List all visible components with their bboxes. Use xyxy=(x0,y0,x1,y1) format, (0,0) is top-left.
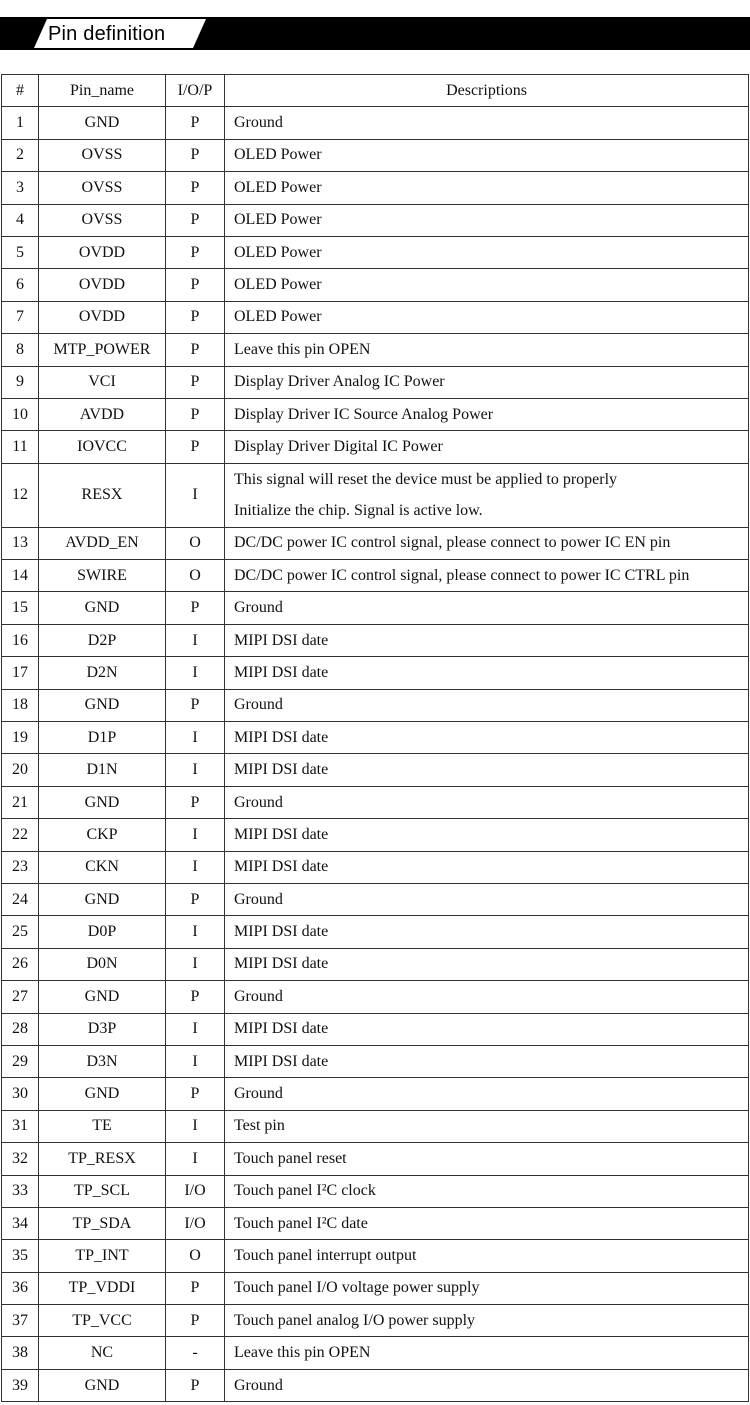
table-row xyxy=(2,366,749,398)
pin-number-cell: 20 xyxy=(2,754,39,786)
pin-description-cell: OLED Power xyxy=(225,204,749,236)
pin-description-cell: Ground xyxy=(225,689,749,721)
pin-description-cell: OLED Power xyxy=(225,236,749,268)
pin-name-cell: GND xyxy=(39,689,166,721)
pin-name-cell: D2N xyxy=(39,657,166,689)
pin-number-cell: 23 xyxy=(2,851,39,883)
pin-io-cell: P xyxy=(166,236,225,268)
pin-number-cell: 2 xyxy=(2,139,39,171)
table-row xyxy=(2,851,749,883)
pin-description-cell: Touch panel analog I/O power supply xyxy=(225,1305,749,1337)
table-row xyxy=(2,819,749,851)
table-row xyxy=(2,754,749,786)
pin-name-cell: NC xyxy=(39,1337,166,1369)
pin-description-cell: MIPI DSI date xyxy=(225,916,749,948)
pin-number-cell: 14 xyxy=(2,560,39,592)
pin-description-cell: Ground xyxy=(225,1369,749,1401)
pin-description-cell: MIPI DSI date xyxy=(225,722,749,754)
pin-name-cell: AVDD xyxy=(39,398,166,430)
pin-description-cell: Display Driver Digital IC Power xyxy=(225,431,749,463)
pin-io-cell: P xyxy=(166,1272,225,1304)
pin-description-cell: OLED Power xyxy=(225,139,749,171)
pin-name-cell: D2P xyxy=(39,624,166,656)
pin-description-cell: Display Driver Analog IC Power xyxy=(225,366,749,398)
pin-description-cell: Touch panel reset xyxy=(225,1143,749,1175)
pin-io-cell: I xyxy=(166,916,225,948)
table-row xyxy=(2,722,749,754)
pin-description-cell: Ground xyxy=(225,786,749,818)
table-row xyxy=(2,1078,749,1110)
pin-number-cell: 6 xyxy=(2,269,39,301)
pin-name-cell: TE xyxy=(39,1110,166,1142)
pin-description-cell: MIPI DSI date xyxy=(225,851,749,883)
table-row xyxy=(2,204,749,236)
pin-number-cell: 7 xyxy=(2,301,39,333)
table-row xyxy=(2,592,749,624)
pin-number-cell: 26 xyxy=(2,948,39,980)
pin-name-cell: OVDD xyxy=(39,236,166,268)
pin-io-cell: P xyxy=(166,204,225,236)
pin-name-cell: GND xyxy=(39,786,166,818)
pin-name-cell: OVSS xyxy=(39,139,166,171)
pin-io-cell: I xyxy=(166,754,225,786)
pin-number-cell: 29 xyxy=(2,1045,39,1077)
pin-io-cell: I xyxy=(166,819,225,851)
pin-number-cell: 3 xyxy=(2,172,39,204)
pin-description-cell: Ground xyxy=(225,107,749,139)
table-row xyxy=(2,883,749,915)
table-row xyxy=(2,172,749,204)
pin-number-cell: 21 xyxy=(2,786,39,818)
column-header-description: Descriptions xyxy=(225,75,749,107)
pin-number-cell: 18 xyxy=(2,689,39,721)
pin-description-cell: MIPI DSI date xyxy=(225,754,749,786)
pin-io-cell: P xyxy=(166,366,225,398)
pin-io-cell: I/O xyxy=(166,1207,225,1239)
pin-name-cell: CKP xyxy=(39,819,166,851)
pin-definition-table xyxy=(1,74,749,1402)
pin-description-cell: MIPI DSI date xyxy=(225,624,749,656)
pin-number-cell: 30 xyxy=(2,1078,39,1110)
table-row xyxy=(2,560,749,592)
pin-name-cell: D0N xyxy=(39,948,166,980)
table-row xyxy=(2,1272,749,1304)
pin-io-cell: P xyxy=(166,689,225,721)
pin-description-cell: Ground xyxy=(225,981,749,1013)
table-row xyxy=(2,786,749,818)
table-header-row xyxy=(2,75,749,107)
pin-number-cell: 34 xyxy=(2,1207,39,1239)
pin-name-cell: VCI xyxy=(39,366,166,398)
pin-io-cell: O xyxy=(166,1240,225,1272)
pin-name-cell: GND xyxy=(39,981,166,1013)
pin-name-cell: AVDD_EN xyxy=(39,527,166,559)
table-row xyxy=(2,1369,749,1401)
column-header-number: # xyxy=(2,75,39,107)
table-row xyxy=(2,1045,749,1077)
pin-description-cell: MIPI DSI date xyxy=(225,657,749,689)
pin-number-cell: 4 xyxy=(2,204,39,236)
pin-number-cell: 38 xyxy=(2,1337,39,1369)
pin-io-cell: P xyxy=(166,398,225,430)
pin-io-cell: I xyxy=(166,1143,225,1175)
pin-io-cell: I xyxy=(166,948,225,980)
pin-description-line: Initialize the chip. Signal is active low. xyxy=(234,502,483,520)
pin-name-cell: D3P xyxy=(39,1013,166,1045)
pin-description-cell: Ground xyxy=(225,1078,749,1110)
pin-description-cell: DC/DC power IC control signal, please connect to power IC CTRL pin xyxy=(225,560,749,592)
pin-description-cell: Test pin xyxy=(225,1110,749,1142)
pin-number-cell: 39 xyxy=(2,1369,39,1401)
pin-name-cell: GND xyxy=(39,107,166,139)
pin-description-line: This signal will reset the device must be applied to properly xyxy=(234,470,618,488)
pin-number-cell: 24 xyxy=(2,883,39,915)
table-row xyxy=(2,527,749,559)
table-row xyxy=(2,1175,749,1207)
pin-description-cell: MIPI DSI date xyxy=(225,1013,749,1045)
table-row xyxy=(2,689,749,721)
table-row xyxy=(2,269,749,301)
pin-io-cell: P xyxy=(166,172,225,204)
table-row xyxy=(2,1110,749,1142)
table-row xyxy=(2,1013,749,1045)
pin-number-cell: 16 xyxy=(2,624,39,656)
pin-name-cell: D1N xyxy=(39,754,166,786)
pin-number-cell: 9 xyxy=(2,366,39,398)
pin-description-cell: Leave this pin OPEN xyxy=(225,1337,749,1369)
table-row xyxy=(2,1207,749,1239)
pin-description-cell: MIPI DSI date xyxy=(225,819,749,851)
pin-name-cell: OVSS xyxy=(39,172,166,204)
pin-io-cell: P xyxy=(166,301,225,333)
pin-description-cell: Touch panel interrupt output xyxy=(225,1240,749,1272)
table-row xyxy=(2,981,749,1013)
pin-description-cell: Touch panel I²C date xyxy=(225,1207,749,1239)
pin-number-cell: 12 xyxy=(2,463,39,527)
table-row xyxy=(2,916,749,948)
table-row xyxy=(2,1240,749,1272)
pin-name-cell: SWIRE xyxy=(39,560,166,592)
pin-io-cell: P xyxy=(166,1369,225,1401)
pin-name-cell: OVDD xyxy=(39,301,166,333)
table-row xyxy=(2,1337,749,1369)
pin-name-cell: GND xyxy=(39,1369,166,1401)
table-row xyxy=(2,1143,749,1175)
pin-number-cell: 32 xyxy=(2,1143,39,1175)
pin-io-cell: P xyxy=(166,334,225,366)
table-row xyxy=(2,301,749,333)
pin-io-cell: P xyxy=(166,269,225,301)
pin-name-cell: TP_VCC xyxy=(39,1305,166,1337)
pin-name-cell: TP_VDDI xyxy=(39,1272,166,1304)
pin-name-cell: GND xyxy=(39,592,166,624)
pin-name-cell: OVSS xyxy=(39,204,166,236)
table-row xyxy=(2,107,749,139)
pin-description-cell: DC/DC power IC control signal, please connect to power IC EN pin xyxy=(225,527,749,559)
table-row xyxy=(2,463,749,527)
pin-name-cell: TP_SCL xyxy=(39,1175,166,1207)
pin-number-cell: 15 xyxy=(2,592,39,624)
pin-number-cell: 11 xyxy=(2,431,39,463)
pin-io-cell: I/O xyxy=(166,1175,225,1207)
pin-io-cell: - xyxy=(166,1337,225,1369)
pin-name-cell: OVDD xyxy=(39,269,166,301)
pin-io-cell: P xyxy=(166,883,225,915)
pin-number-cell: 10 xyxy=(2,398,39,430)
table-row xyxy=(2,431,749,463)
table-row xyxy=(2,657,749,689)
pin-name-cell: CKN xyxy=(39,851,166,883)
section-title: Pin definition xyxy=(48,23,166,45)
pin-io-cell: I xyxy=(166,1110,225,1142)
table-row xyxy=(2,236,749,268)
pin-name-cell: TP_INT xyxy=(39,1240,166,1272)
table-row xyxy=(2,398,749,430)
table-row xyxy=(2,948,749,980)
table-body xyxy=(2,107,749,1402)
pin-io-cell: O xyxy=(166,560,225,592)
pin-io-cell: I xyxy=(166,624,225,656)
pin-description-cell: OLED Power xyxy=(225,269,749,301)
pin-io-cell: P xyxy=(166,1305,225,1337)
pin-io-cell: P xyxy=(166,431,225,463)
pin-name-cell: D3N xyxy=(39,1045,166,1077)
column-header-pin-name: Pin_name xyxy=(39,75,166,107)
pin-number-cell: 36 xyxy=(2,1272,39,1304)
pin-io-cell: O xyxy=(166,527,225,559)
pin-description-cell: Ground xyxy=(225,592,749,624)
pin-number-cell: 37 xyxy=(2,1305,39,1337)
pin-io-cell: I xyxy=(166,463,225,527)
pin-number-cell: 28 xyxy=(2,1013,39,1045)
table-row xyxy=(2,334,749,366)
pin-number-cell: 35 xyxy=(2,1240,39,1272)
pin-description-cell: MIPI DSI date xyxy=(225,1045,749,1077)
pin-name-cell: MTP_POWER xyxy=(39,334,166,366)
pin-io-cell: P xyxy=(166,107,225,139)
pin-io-cell: I xyxy=(166,657,225,689)
pin-number-cell: 22 xyxy=(2,819,39,851)
pin-io-cell: P xyxy=(166,592,225,624)
pin-number-cell: 27 xyxy=(2,981,39,1013)
pin-io-cell: P xyxy=(166,786,225,818)
table-row xyxy=(2,624,749,656)
pin-io-cell: I xyxy=(166,722,225,754)
pin-number-cell: 8 xyxy=(2,334,39,366)
pin-description-cell xyxy=(225,463,749,527)
table-row xyxy=(2,139,749,171)
pin-number-cell: 5 xyxy=(2,236,39,268)
pin-name-cell: GND xyxy=(39,883,166,915)
table-row xyxy=(2,1305,749,1337)
pin-number-cell: 17 xyxy=(2,657,39,689)
pin-name-cell: IOVCC xyxy=(39,431,166,463)
pin-number-cell: 25 xyxy=(2,916,39,948)
pin-io-cell: I xyxy=(166,1013,225,1045)
pin-number-cell: 1 xyxy=(2,107,39,139)
pin-description-cell: Ground xyxy=(225,883,749,915)
pin-name-cell: RESX xyxy=(39,463,166,527)
pin-number-cell: 33 xyxy=(2,1175,39,1207)
pin-number-cell: 13 xyxy=(2,527,39,559)
pin-name-cell: TP_RESX xyxy=(39,1143,166,1175)
pin-io-cell: P xyxy=(166,1078,225,1110)
pin-description-cell: OLED Power xyxy=(225,301,749,333)
pin-description-cell: Touch panel I/O voltage power supply xyxy=(225,1272,749,1304)
pin-io-cell: I xyxy=(166,1045,225,1077)
column-header-io: I/O/P xyxy=(166,75,225,107)
pin-name-cell: D1P xyxy=(39,722,166,754)
pin-description-cell: Leave this pin OPEN xyxy=(225,334,749,366)
pin-name-cell: TP_SDA xyxy=(39,1207,166,1239)
pin-number-cell: 31 xyxy=(2,1110,39,1142)
pin-name-cell: D0P xyxy=(39,916,166,948)
pin-io-cell: P xyxy=(166,981,225,1013)
pin-io-cell: I xyxy=(166,851,225,883)
pin-description-cell: MIPI DSI date xyxy=(225,948,749,980)
pin-name-cell: GND xyxy=(39,1078,166,1110)
pin-description-cell: Touch panel I²C clock xyxy=(225,1175,749,1207)
pin-description-cell: Display Driver IC Source Analog Power xyxy=(225,398,749,430)
pin-io-cell: P xyxy=(166,139,225,171)
pin-number-cell: 19 xyxy=(2,722,39,754)
pin-description-cell: OLED Power xyxy=(225,172,749,204)
